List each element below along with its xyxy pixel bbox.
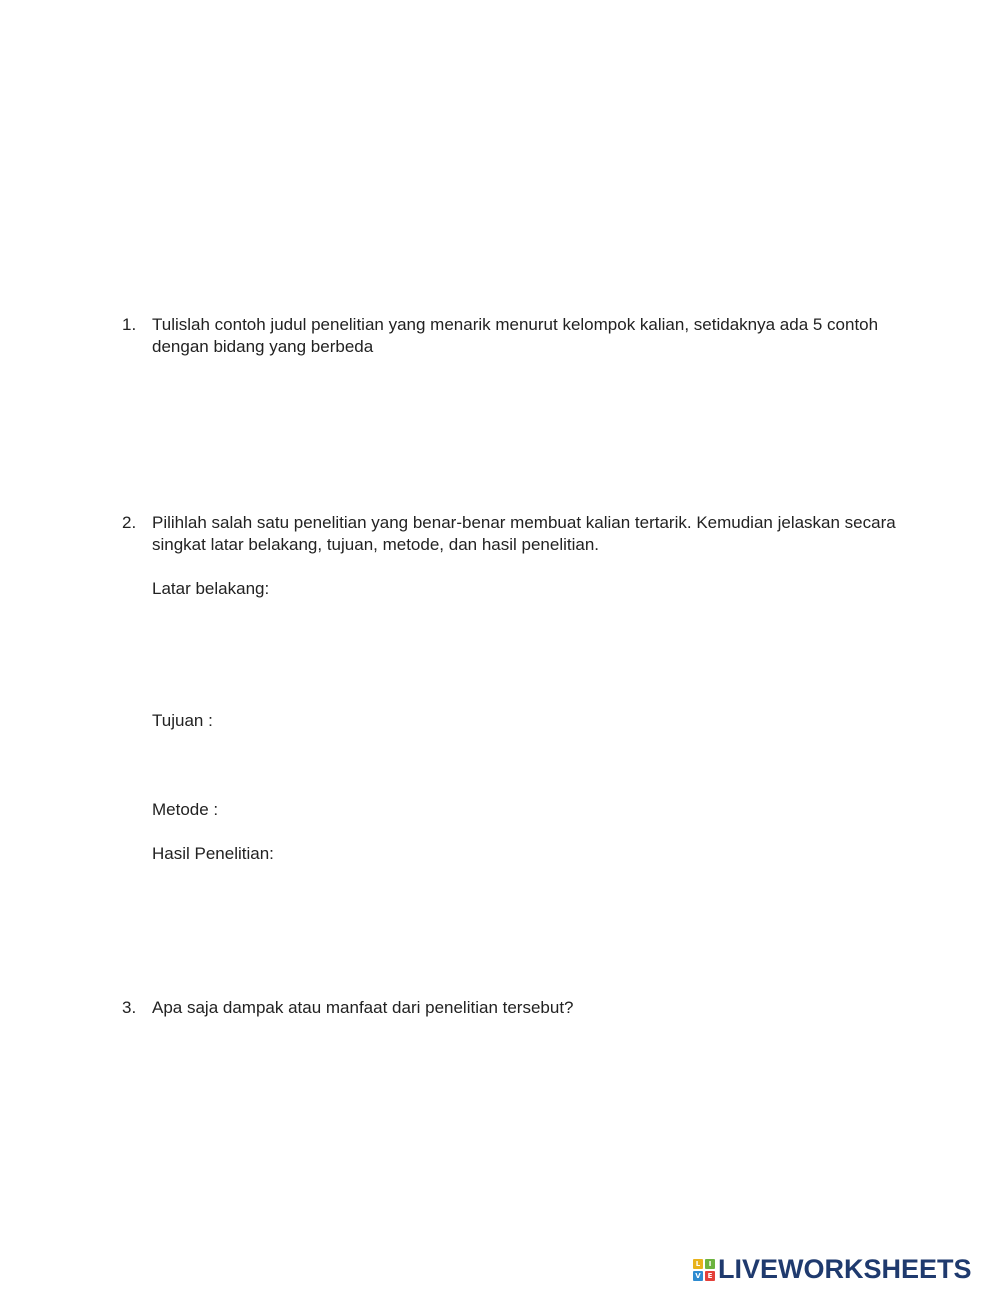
logo-mark-tile: E: [705, 1271, 715, 1281]
logo-mark-tile: V: [693, 1271, 703, 1281]
question-1: [122, 314, 902, 358]
question-text: Pilihlah salah satu penelitian yang benar-benar membuat kalian tertarik. Kemudian jelaskan secara singkat latar belakang, tujuan, metode, dan hasil penelitian.: [152, 513, 896, 554]
question-text: Tulislah contoh judul penelitian yang menarik menurut kelompok kalian, setidaknya ada 5 contoh dengan bidang yang berbeda: [152, 315, 879, 356]
question-number: 3.: [122, 998, 137, 1017]
logo-mark-icon: [693, 1259, 715, 1281]
question-number: 1.: [122, 315, 137, 334]
question-number: 2.: [122, 513, 137, 532]
label-latar-belakang: Latar belakang:: [152, 579, 270, 598]
question-3: [122, 997, 902, 1019]
question-2: [122, 512, 902, 556]
logo-mark-tile: I: [705, 1259, 715, 1269]
label-metode: Metode :: [152, 800, 219, 819]
logo-mark-tile: L: [693, 1259, 703, 1269]
label-tujuan: Tujuan :: [152, 711, 213, 730]
label-hasil-penelitian: Hasil Penelitian:: [152, 844, 274, 863]
liveworksheets-logo: [693, 1256, 972, 1283]
question-text: Apa saja dampak atau manfaat dari penelitian tersebut?: [152, 998, 574, 1017]
logo-text: LIVEWORKSHEETS: [718, 1254, 972, 1284]
